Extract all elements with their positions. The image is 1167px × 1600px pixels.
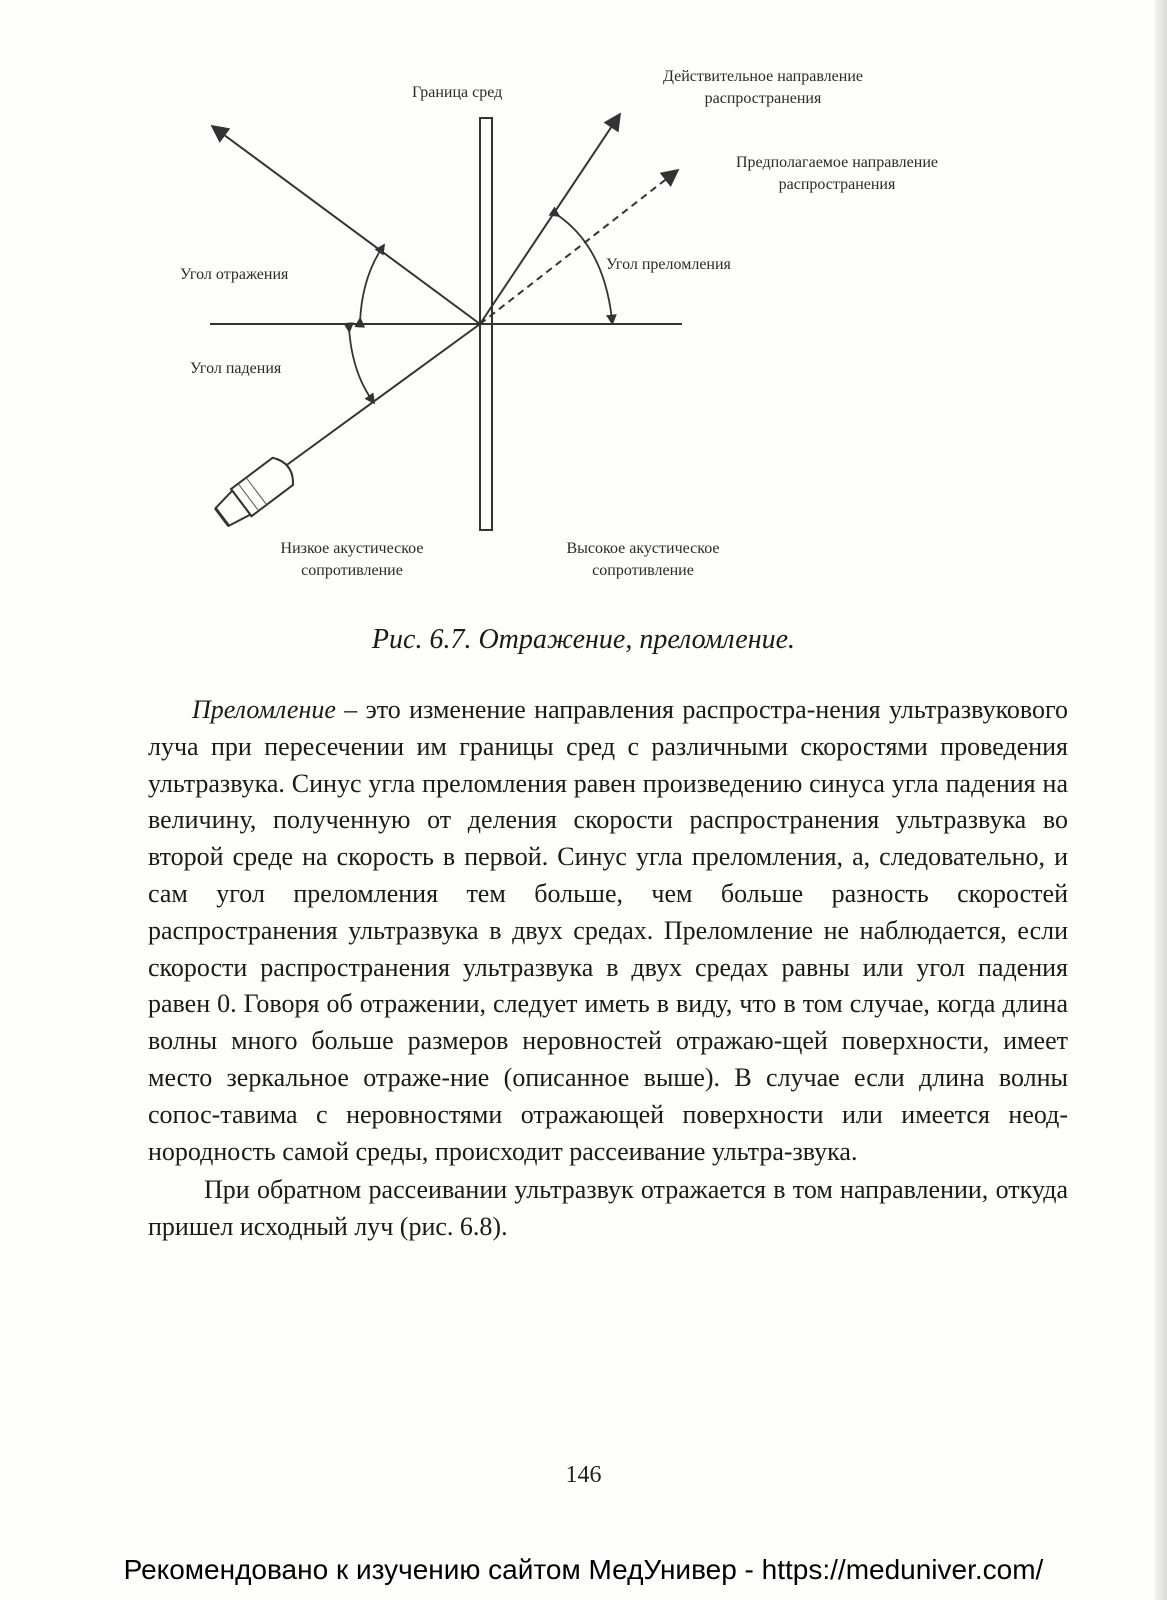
label-boundary: Граница сред xyxy=(412,84,503,101)
assumed-ray-dashed xyxy=(480,170,678,324)
footer-recommendation: Рекомендовано к изучению сайтом МедУнивер - https://meduniver.com/ xyxy=(123,1554,1044,1585)
label-incidence-angle: Угол падения xyxy=(190,360,282,377)
label-low-impedance-line1: Низкое акустическое xyxy=(280,540,424,557)
refraction-diagram xyxy=(0,0,1167,600)
term-refraction: Преломление xyxy=(192,695,336,724)
label-low-impedance xyxy=(222,538,482,582)
body-text xyxy=(148,692,1068,1246)
refraction-angle-arc xyxy=(556,214,612,320)
reflection-angle-arc xyxy=(360,248,382,322)
label-low-impedance-line2: сопротивление xyxy=(301,562,403,579)
transducer-probe-icon xyxy=(212,454,299,531)
label-reflection-angle: Угол отражения xyxy=(180,266,289,283)
label-high-impedance-line2: сопротивление xyxy=(592,562,694,579)
incident-ray xyxy=(284,324,480,467)
label-assumed-direction xyxy=(672,152,1002,196)
label-actual-direction-line1: Действительное направление xyxy=(663,68,863,85)
page-number: 146 xyxy=(565,1462,602,1488)
label-high-impedance-line1: Высокое акустическое xyxy=(566,540,720,557)
actual-refracted-ray xyxy=(480,114,620,324)
paragraph-2: При обратном рассеивании ультразвук отражается в том направлении, откуда пришел исходный луч (рис. 6.8). xyxy=(148,1175,1068,1242)
label-assumed-direction-line1: Предполагаемое направление xyxy=(736,154,938,171)
reflected-ray xyxy=(212,126,480,324)
label-refraction-angle: Угол преломления xyxy=(606,256,731,273)
paragraph-1 xyxy=(148,692,1068,1170)
paragraph-1-text: – это изменение направления распростра-нения ультразвукового луча при пересечении им границы сред с различными скоростями проведения ультразвука. Синус угла преломления равен произведению синуса угла падения на величину, полученную от деления скорости распространения ультразвука во второй среде на скорость в первой. Синус угла преломления, а, следовательно, и сам угол преломления тем больше, чем больше разность скоростей распространения ультразвука в двух средах. Преломление не наблюдается, если скорости распространения ультразвука в двух средах равны или угол падения равен 0. Говоря об отражении, следует иметь в виду, что в том случае, когда длина волны много больше размеров неровностей отражаю-щей поверхности, имеет место зеркальное отраже-ние (описанное выше). В случае если длина волны сопос-тавима с неровностями отражающей поверхности или имеется неод-нородность самой среды, происходит рассеивание ультра-звука. xyxy=(148,695,1068,1166)
label-actual-direction-line2: распространения xyxy=(704,90,822,107)
figure-caption: Рис. 6.7. Отражение, преломление. xyxy=(371,624,796,655)
label-high-impedance xyxy=(508,538,778,582)
label-assumed-direction-line2: распространения xyxy=(778,176,896,193)
incidence-angle-arc xyxy=(349,328,372,400)
label-actual-direction xyxy=(598,66,928,110)
